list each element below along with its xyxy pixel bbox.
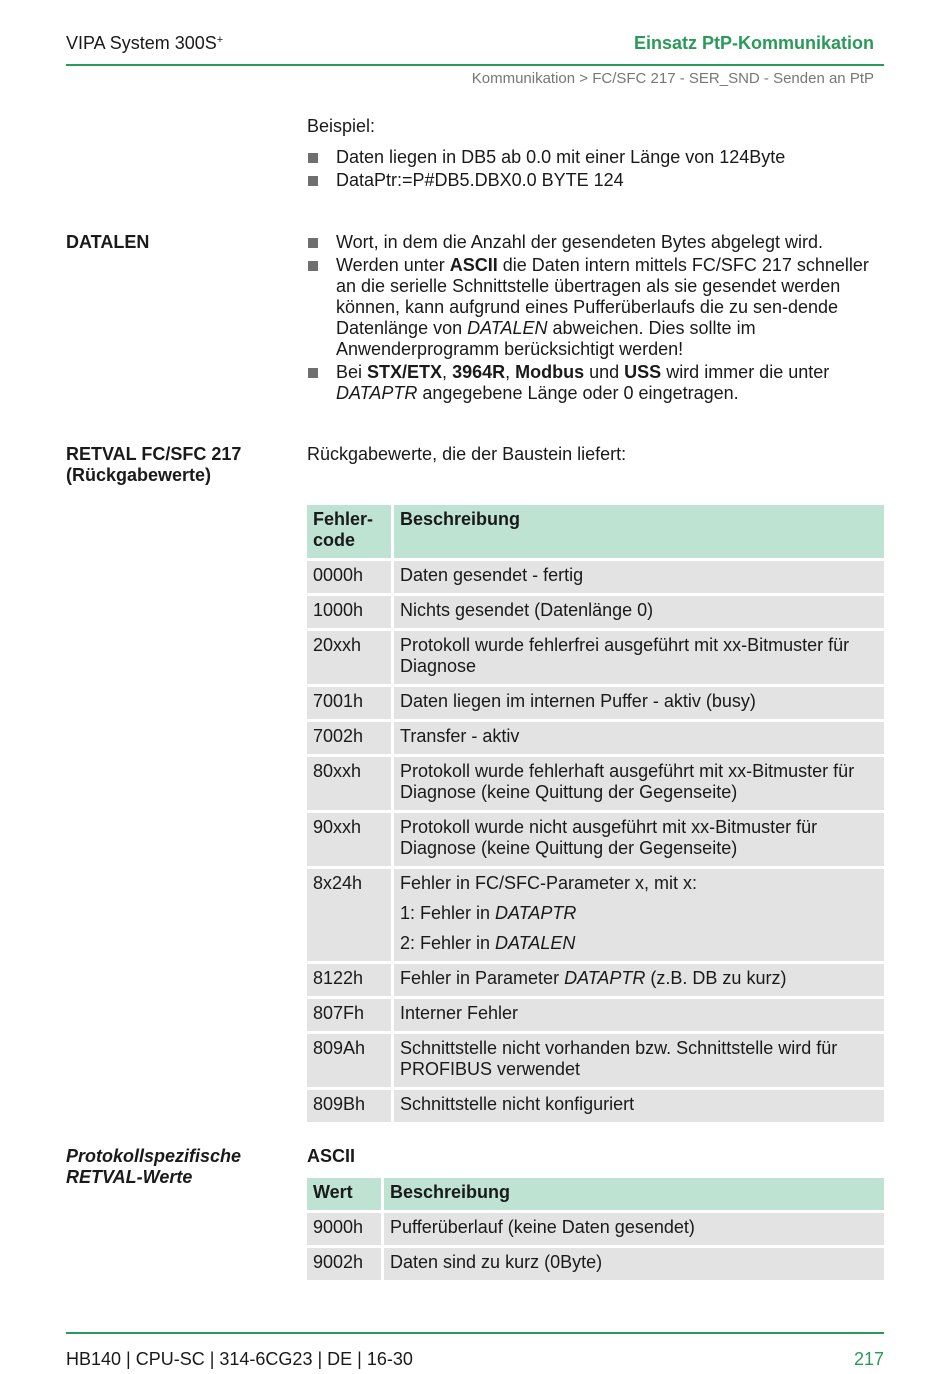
list-item: Wort, in dem die Anzahl der gesendeten Bytes abgelegt wird. [307, 232, 877, 253]
footer-rule [66, 1332, 884, 1334]
page-number: 217 [853, 1349, 884, 1369]
footer-doc-id: HB140 | CPU-SC | 314-6CG23 | DE | 16-30 [66, 1349, 413, 1369]
table-row: 809Bh Schnittstelle nicht konfiguriert [307, 1090, 884, 1122]
col-header-value: Wert [307, 1178, 384, 1210]
protocol-label: Protokollspezifische RETVAL-Werte [66, 1146, 242, 1187]
table-row: 807Fh Interner Fehler [307, 999, 884, 1031]
retval-table [307, 502, 884, 1125]
datalen-list [307, 232, 877, 406]
retval-intro: Rückgabewerte, die der Baustein liefert: [307, 444, 627, 464]
table-header-row [307, 505, 884, 558]
header-title-sup: + [216, 34, 224, 46]
header-chapter: Einsatz PtP-Kommunikation [633, 33, 874, 53]
table-row: 7001h Daten liegen im internen Puffer - aktiv (busy) [307, 687, 884, 719]
list-item: Werden unter ASCII die Daten intern mittels FC/SFC 217 schneller an die serielle Schnittstelle übertragen als sie gesendet werden können, kann aufgrund eines Pufferüberlaufs die zu sen-dende Datenlänge von DATALEN abweichen. Dies sollte im Anwenderprogramm berücksichtigt werden! [307, 255, 877, 360]
list-item: Daten liegen in DB5 ab 0.0 mit einer Länge von 124Byte [307, 147, 877, 168]
datalen-label: DATALEN [66, 232, 150, 252]
example-list [307, 147, 877, 193]
ascii-heading: ASCII [307, 1146, 356, 1166]
table-row: 80xxh Protokoll wurde fehlerhaft ausgeführt mit xx-Bitmuster für Diagnose (keine Quittung der Gegenseite) [307, 757, 884, 810]
col-header-code: Fehler- code [307, 505, 394, 558]
table-row: 8122h Fehler in Parameter DATAPTR (z.B. DB zu kurz) [307, 964, 884, 996]
col-header-desc: Beschreibung [384, 1178, 884, 1210]
list-item: Bei STX/ETX, 3964R, Modbus und USS wird immer die unter DATAPTR angegebene Länge oder 0 eingetragen. [307, 362, 877, 404]
table-row: 0000h Daten gesendet - fertig [307, 561, 884, 593]
table-row: 9002h Daten sind zu kurz (0Byte) [307, 1248, 884, 1280]
example-label: Beispiel: [307, 116, 376, 136]
breadcrumb: Kommunikation > FC/SFC 217 - SER_SND - Senden an PtP [471, 70, 874, 87]
table-row: 20xxh Protokoll wurde fehlerfrei ausgeführt mit xx-Bitmuster für Diagnose [307, 631, 884, 684]
table-row: 8x24h Fehler in FC/SFC-Parameter x, mit x: 1: Fehler in DATAPTR 2: Fehler in DATALEN [307, 869, 884, 961]
table-row: 7002h Transfer - aktiv [307, 722, 884, 754]
retval-label: RETVAL FC/SFC 217 (Rückgabewerte) [66, 444, 242, 485]
list-item: DataPtr:=P#DB5.DBX0.0 BYTE 124 [307, 170, 877, 191]
table-header-row [307, 1178, 884, 1210]
table-row: 1000h Nichts gesendet (Datenlänge 0) [307, 596, 884, 628]
table-row: 809Ah Schnittstelle nicht vorhanden bzw. Schnittstelle wird für PROFIBUS verwendet [307, 1034, 884, 1087]
ascii-table [307, 1175, 884, 1283]
header-title: VIPA System 300S+ [66, 33, 224, 53]
header-rule [66, 64, 884, 66]
table-row: 90xxh Protokoll wurde nicht ausgeführt mit xx-Bitmuster für Diagnose (keine Quittung der Gegenseite) [307, 813, 884, 866]
col-header-desc: Beschreibung [394, 505, 884, 558]
table-row: 9000h Pufferüberlauf (keine Daten gesendet) [307, 1213, 884, 1245]
